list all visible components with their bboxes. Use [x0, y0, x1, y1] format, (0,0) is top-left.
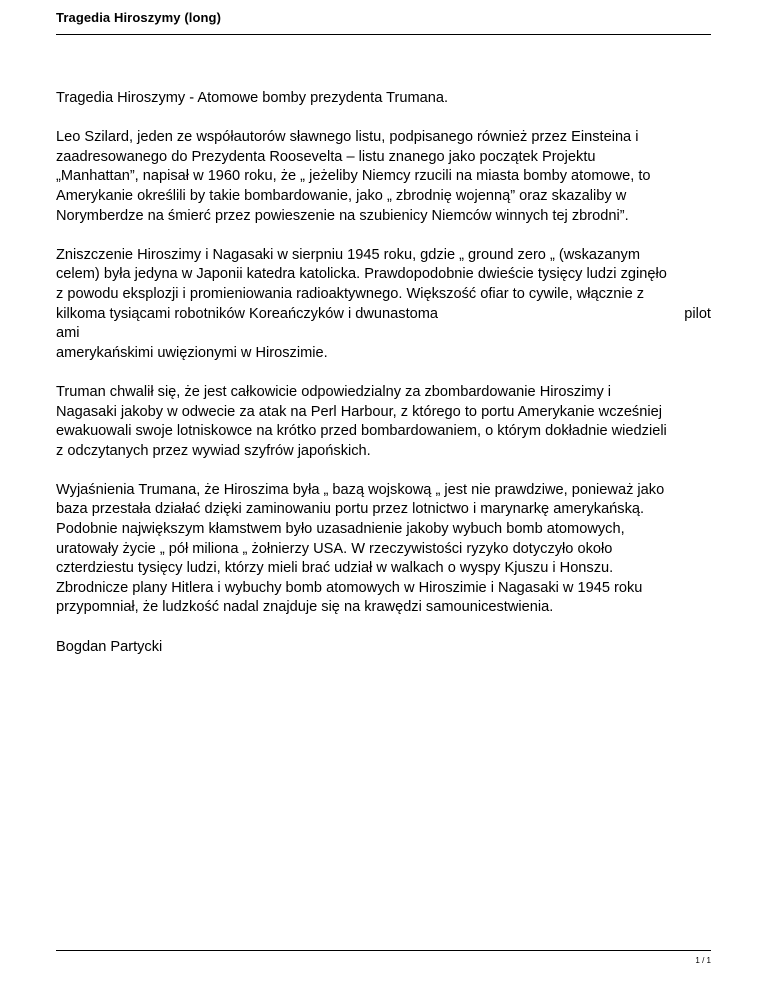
text-line-right: pilot — [684, 305, 711, 322]
text-line: Leo Szilard, jeden ze współautorów sławnego listu, podpisanego również przez Einsteina i — [56, 129, 639, 146]
text-line: z odczytanych przez wywiad szyfrów japońskich. — [56, 442, 371, 459]
text-line: ami — [56, 325, 80, 342]
article-body — [56, 89, 711, 677]
article-title-paragraph — [56, 89, 711, 109]
paragraph-destruction — [56, 246, 711, 364]
paragraph-truman-claim — [56, 383, 711, 461]
text-line-left: kilkoma tysiącami robotników Koreańczyków i dwunastoma — [56, 305, 439, 322]
text-line: amerykańskimi uwięzionymi w Hiroszimie. — [56, 344, 328, 361]
text-line: Amerykanie określili by takie bombardowanie, jako „ zbrodnię wojenną” oraz skazaliby w — [56, 187, 627, 204]
text-line: Truman chwalił się, że jest całkowicie odpowiedzialny za zbombardowanie Hiroszimy i — [56, 383, 612, 400]
text-line: ewakuowali swoje lotniskowce na krótko przed bombardowaniem, o którym dokładnie wiedzieli — [56, 423, 667, 440]
author-paragraph — [56, 638, 711, 658]
text-line: Zniszczenie Hiroszimy i Nagasaki w sierpniu 1945 roku, gdzie „ ground zero „ (wskazanym — [56, 246, 640, 263]
text-line: Wyjaśnienia Trumana, że Hiroszima była „ bazą wojskową „ jest nie prawdziwe, ponieważ jako — [56, 481, 665, 498]
author-name: Bogdan Partycki — [56, 638, 163, 655]
article-title-line: Tragedia Hiroszymy - Atomowe bomby prezydenta Trumana. — [56, 90, 449, 106]
paragraph-szilard — [56, 128, 711, 226]
header-divider — [56, 34, 711, 35]
text-line: Nagasaki jakoby w odwecie za atak na Perl Harbour, z którego to portu Amerykanie wcześniej — [56, 403, 662, 420]
paragraph-explanations — [56, 481, 711, 618]
text-line: z powodu eksplozji i promieniowania radioaktywnego. Większość ofiar to cywile, włącznie z — [56, 285, 645, 302]
text-line: przypomniał, że ludzkość nadal znajduje się na krawędzi samounicestwienia. — [56, 599, 554, 616]
footer-divider — [56, 950, 711, 951]
text-line: Podobnie największym kłamstwem było uzasadnienie jakoby wybuch bomb atomowych, — [56, 521, 625, 538]
text-line: Norymberdze na śmierć przez powieszenie na szubienicy Niemców winnych tej zbrodni”. — [56, 207, 629, 224]
text-line: zaadresowanego do Prezydenta Roosevelta – listu znanego jako początek Projektu — [56, 148, 596, 165]
page-number: 1 / 1 — [695, 956, 711, 965]
text-line: baza przestała działać dzięki zaminowaniu portu przez lotnictwo i marynarkę amerykańską. — [56, 501, 645, 518]
text-line: uratowały życie „ pół miliona „ żołnierzy USA. W rzeczywistości ryzyko dotyczyło około — [56, 540, 613, 557]
text-line: „Manhattan”, napisał w 1960 roku, że „ jeżeliby Niemcy rzucili na miasta bomby atomowe, to — [56, 168, 651, 185]
document-header-title: Tragedia Hiroszymy (long) — [56, 10, 222, 25]
text-line: Zbrodnicze plany Hitlera i wybuchy bomb atomowych w Hiroszimie i Nagasaki w 1945 roku — [56, 579, 643, 596]
text-line: czterdziestu tysięcy ludzi, którzy mieli brać udział w walkach o wyspy Kjuszu i Honszu. — [56, 560, 614, 577]
text-line: celem) była jedyna w Japonii katedra katolicka. Prawdopodobnie dwieście tysięcy ludzi zginęło — [56, 266, 667, 283]
justified-split-line — [56, 305, 711, 325]
